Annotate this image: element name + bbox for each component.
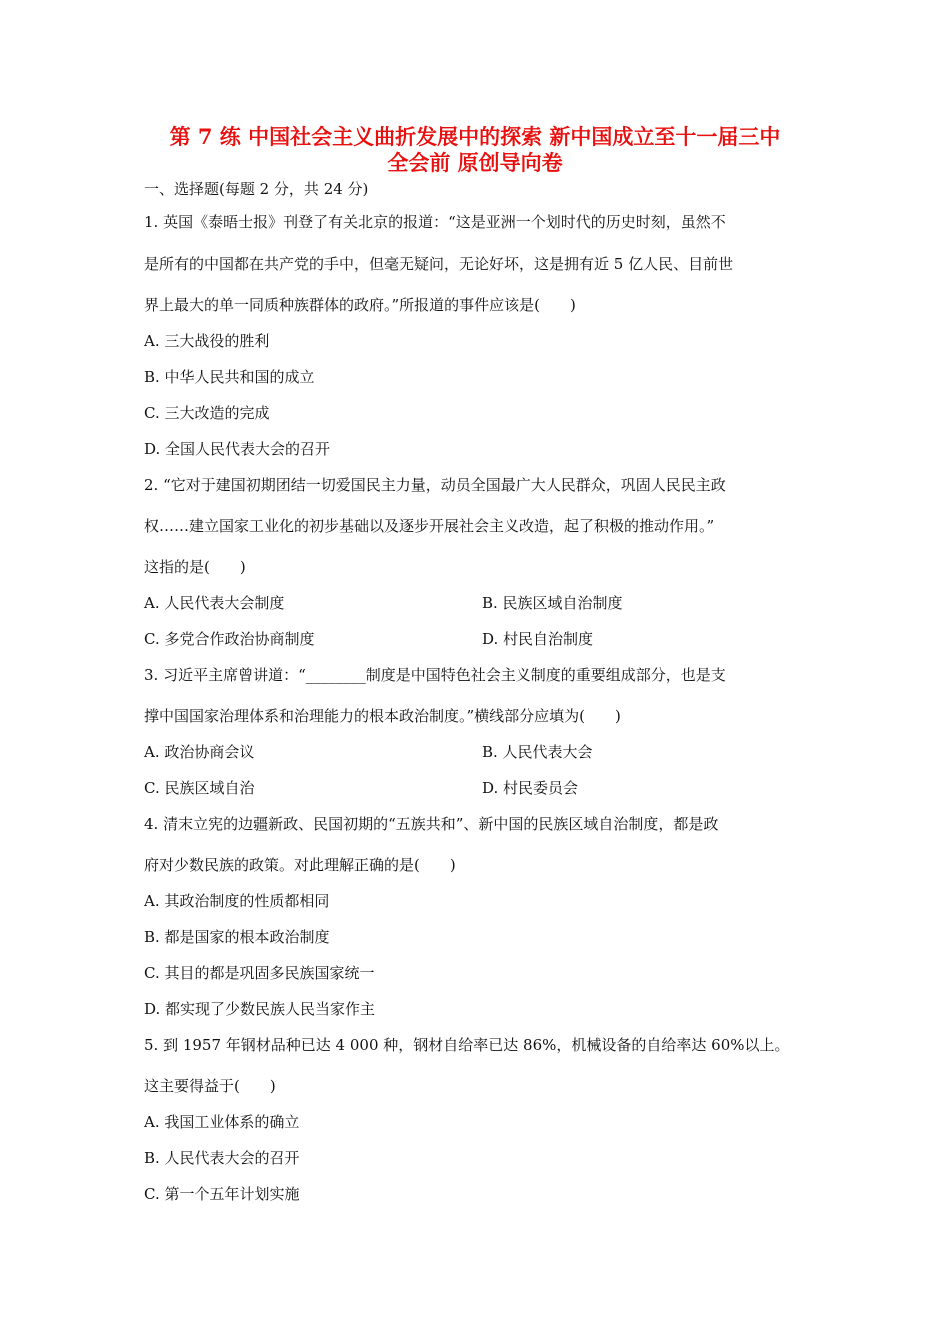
q3-option-b: B. 人民代表大会 [482,743,593,761]
q5-option-a: A. 我国工业体系的确立 [144,1113,300,1131]
q3-option-c: C. 民族区域自治 [144,779,255,797]
q3-option-a: A. 政治协商会议 [144,743,255,761]
q2-stem-line-1: 2. “它对于建国初期团结一切爱国民主力量，动员全国最广大人民群众，巩固人民民主政 [144,476,726,494]
section-heading: 一、选择题(每题 2 分，共 24 分) [144,180,369,198]
q1-stem-line-3: 界上最大的单一同质种族群体的政府。”所报道的事件应该是( ) [144,296,576,314]
q2-option-c: C. 多党合作政治协商制度 [144,630,315,648]
q5-option-c: C. 第一个五年计划实施 [144,1185,300,1203]
q1-stem-line-2: 是所有的中国都在共产党的手中，但毫无疑问，无论好坏，这是拥有近 5 亿人民、目前世 [144,255,734,273]
q4-stem-line-2: 府对少数民族的政策。对此理解正确的是( ) [144,856,456,874]
page-title-line-2: 全会前 原创导向卷 [387,150,563,175]
q2-option-d: D. 村民自治制度 [482,630,594,648]
q1-option-a: A. 三大战役的胜利 [144,332,270,350]
q1-option-c: C. 三大改造的完成 [144,404,270,422]
q2-option-a: A. 人民代表大会制度 [144,594,285,612]
page-title-line-1: 第 7 练 中国社会主义曲折发展中的探索 新中国成立至十一届三中 [169,124,781,149]
q1-option-d: D. 全国人民代表大会的召开 [144,440,331,458]
q5-stem-line-1: 5. 到 1957 年钢材品种已达 4 000 种，钢材自给率已达 86%，机械设备的自给率达 60%以上。 [144,1036,790,1054]
q2-stem-line-3: 这指的是( ) [144,558,246,576]
q1-stem-line-1: 1. 英国《泰晤士报》刊登了有关北京的报道：“这是亚洲一个划时代的历史时刻，虽然不 [144,213,726,231]
q4-option-a: A. 其政治制度的性质都相同 [144,892,330,910]
q5-stem-line-2: 这主要得益于( ) [144,1077,276,1095]
q4-option-c: C. 其目的都是巩固多民族国家统一 [144,964,375,982]
q3-stem-line-2: 撑中国国家治理体系和治理能力的根本政治制度。”横线部分应填为( ) [144,707,621,725]
q2-option-b: B. 民族区域自治制度 [482,594,623,612]
q1-option-b: B. 中华人民共和国的成立 [144,368,315,386]
q4-stem-line-1: 4. 清末立宪的边疆新政、民国初期的“五族共和”、新中国的民族区域自治制度，都是政 [144,815,719,833]
q3-option-d: D. 村民委员会 [482,779,579,797]
q4-option-d: D. 都实现了少数民族人民当家作主 [144,1000,376,1018]
q5-option-b: B. 人民代表大会的召开 [144,1149,300,1167]
q2-stem-line-2: 权……建立国家工业化的初步基础以及逐步开展社会主义改造，起了积极的推动作用。” [144,517,715,535]
q4-option-b: B. 都是国家的根本政治制度 [144,928,330,946]
q3-stem-line-1: 3. 习近平主席曾讲道：“________制度是中国特色社会主义制度的重要组成部分，也是支 [144,666,726,684]
